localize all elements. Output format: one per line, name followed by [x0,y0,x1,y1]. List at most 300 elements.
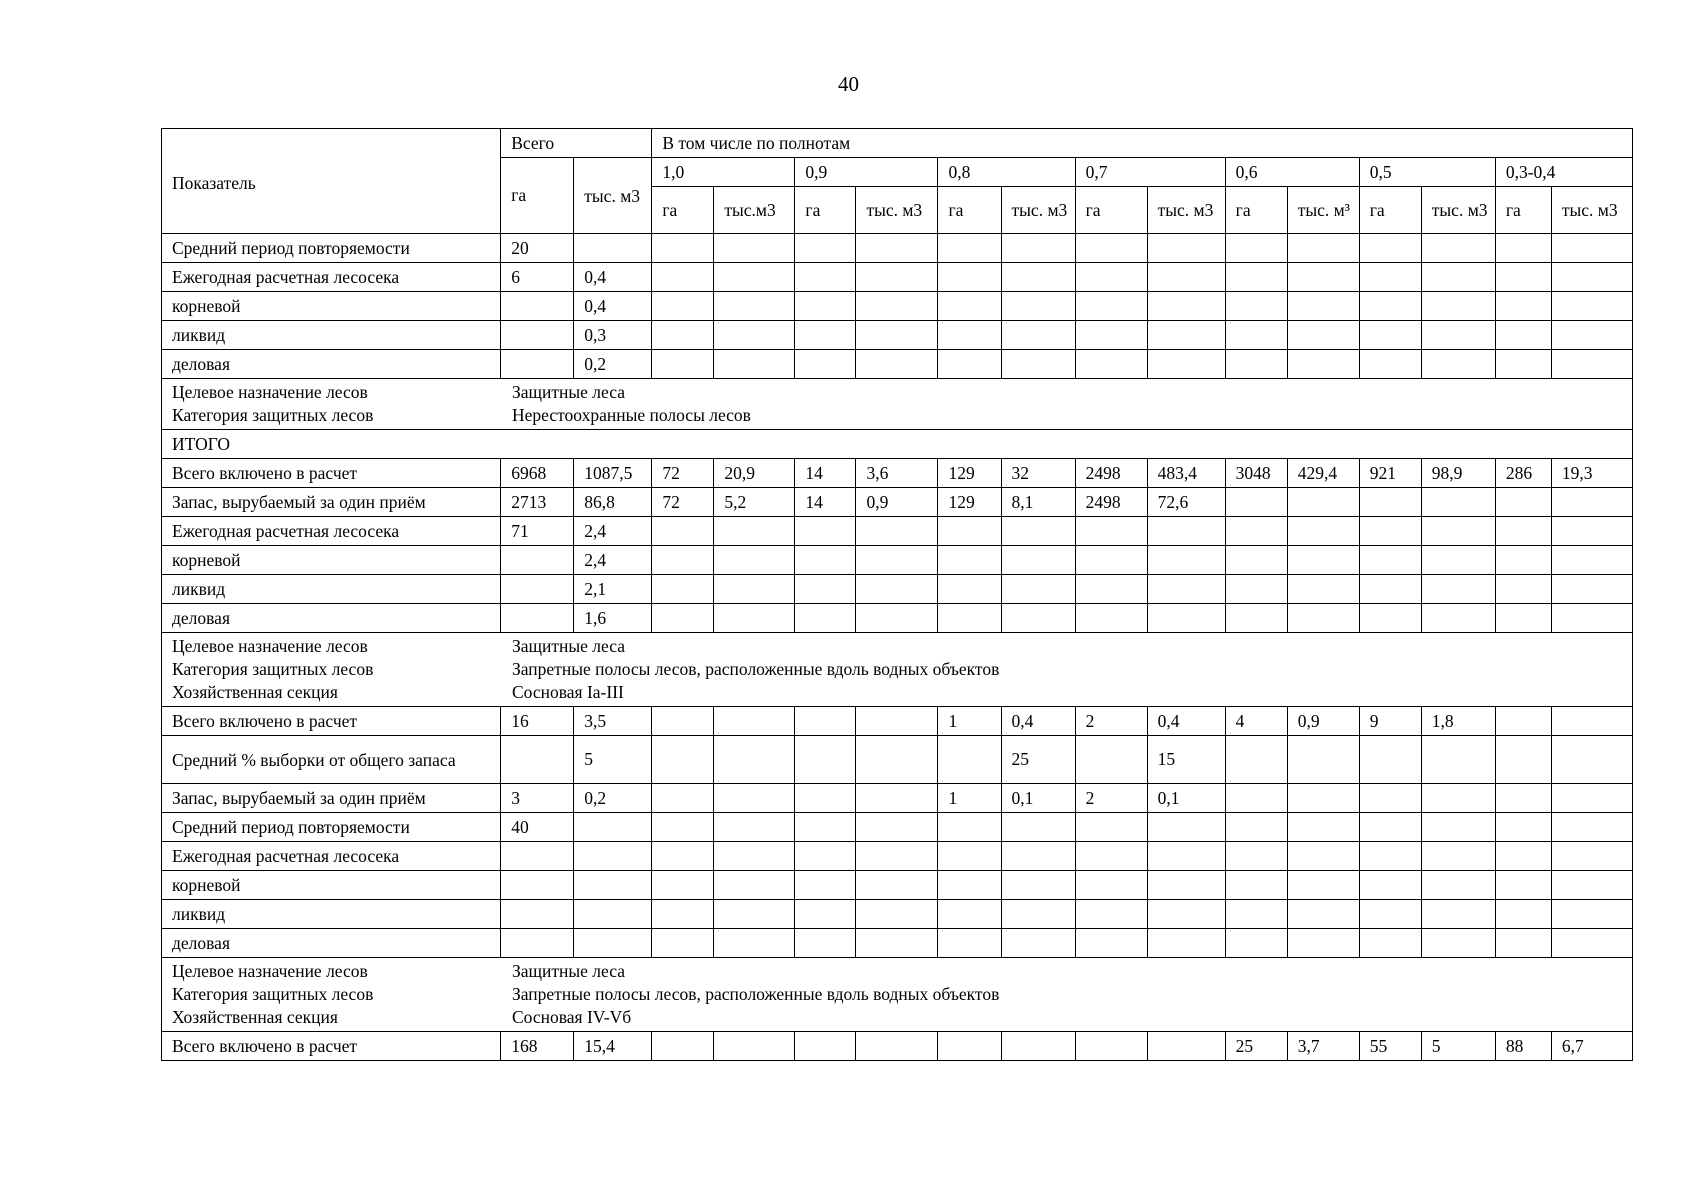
table-cell [938,604,1001,633]
table-row [162,633,1633,707]
table-cell [1287,842,1359,871]
table-cell [1287,929,1359,958]
table-row [162,736,1633,784]
table-cell: 14 [795,459,856,488]
table-cell [1001,263,1075,292]
table-cell [1359,546,1421,575]
table-cell [1225,488,1287,517]
table-cell [1075,900,1147,929]
table-cell [856,263,938,292]
table-cell [1075,350,1147,379]
table-cell [1075,604,1147,633]
table-cell [714,707,795,736]
header-density: 0,3-0,4 [1495,158,1632,187]
table-cell: 9 [1359,707,1421,736]
section-field-label: Категория защитных лесов [172,405,374,425]
section-field-value: Защитные леса [512,961,625,981]
table-cell [652,575,714,604]
table-cell [501,929,574,958]
table-cell [714,263,795,292]
header-thous-m3: тыс. м3 [856,187,938,234]
table-cell [714,292,795,321]
table-cell [1147,517,1225,546]
table-cell [1551,350,1632,379]
table-cell [1551,546,1632,575]
table-cell [501,575,574,604]
row-label: Ежегодная расчетная лесосека [162,263,501,292]
header-density: 0,9 [795,158,938,187]
table-row [162,459,1633,488]
table-cell [1359,842,1421,871]
table-cell [1421,575,1495,604]
table-cell: 2,4 [574,546,652,575]
table-cell: 20 [501,234,574,263]
table-cell [1421,813,1495,842]
table-cell [1001,517,1075,546]
table-cell: 0,4 [574,292,652,321]
table-cell [1287,813,1359,842]
table-row [162,604,1633,633]
table-cell [1421,871,1495,900]
table-row [162,575,1633,604]
table-cell [795,871,856,900]
table-cell [1359,813,1421,842]
table-cell [1495,234,1551,263]
table-cell: 20,9 [714,459,795,488]
table-cell [1225,234,1287,263]
table-cell [1421,736,1495,784]
table-cell [1075,575,1147,604]
table-cell [856,736,938,784]
section-field-label: Хозяйственная секция [172,1007,338,1027]
table-cell [1147,900,1225,929]
table-cell [1225,736,1287,784]
header-total: Всего [501,129,652,158]
table-cell [1075,1032,1147,1061]
table-cell [652,292,714,321]
table-row [162,900,1633,929]
table-cell: 286 [1495,459,1551,488]
table-cell: 3,6 [856,459,938,488]
table-cell: 3 [501,784,574,813]
table-cell [1421,350,1495,379]
table-cell: 2,4 [574,517,652,546]
table-cell [1495,350,1551,379]
table-cell [714,575,795,604]
section-header [162,633,1633,707]
section-field-label: Целевое назначение лесов [172,961,368,981]
table-cell [652,736,714,784]
table-cell: 0,9 [1287,707,1359,736]
table-cell [1421,546,1495,575]
table-cell [1075,517,1147,546]
table-header [162,129,1633,234]
table-cell [1287,350,1359,379]
table-cell: 16 [501,707,574,736]
table-cell [574,871,652,900]
table-cell: 129 [938,488,1001,517]
table-cell: 0,4 [574,263,652,292]
table-cell: 2 [1075,784,1147,813]
table-cell [1001,234,1075,263]
table-row [162,929,1633,958]
table-cell [1551,575,1632,604]
table-cell [795,575,856,604]
row-label: деловая [162,929,501,958]
table-cell: 3,7 [1287,1032,1359,1061]
table-cell [856,517,938,546]
table-cell [1147,546,1225,575]
table-cell [1551,929,1632,958]
table-cell [574,813,652,842]
table-cell [1551,871,1632,900]
header-ha: га [652,187,714,234]
section-field-label: Категория защитных лесов [172,984,374,1004]
table-cell: 88 [1495,1032,1551,1061]
table-cell: 0,2 [574,784,652,813]
table-cell [501,350,574,379]
table-cell [856,900,938,929]
table-cell [1551,234,1632,263]
table-cell [938,900,1001,929]
table-cell [501,871,574,900]
table-cell [501,546,574,575]
row-label: деловая [162,350,501,379]
table-cell: 14 [795,488,856,517]
table-cell [1075,871,1147,900]
table-cell [1225,517,1287,546]
table-row [162,430,1633,459]
table-cell [1551,292,1632,321]
table-cell [938,350,1001,379]
table-cell [856,350,938,379]
table-cell [795,900,856,929]
table-cell: 1,8 [1421,707,1495,736]
table-cell [856,871,938,900]
table-cell [1421,929,1495,958]
table-cell [1359,350,1421,379]
table-cell [1495,813,1551,842]
table-cell [1287,263,1359,292]
table-cell [1359,263,1421,292]
table-cell [1551,900,1632,929]
table-cell [1287,871,1359,900]
table-row [162,813,1633,842]
table-cell [652,263,714,292]
table-cell [1147,604,1225,633]
table-cell [1359,900,1421,929]
table-cell [1551,604,1632,633]
table-cell: 0,2 [574,350,652,379]
table-cell [714,842,795,871]
table-cell [1359,736,1421,784]
table-cell [795,292,856,321]
table-cell: 55 [1359,1032,1421,1061]
table-cell [856,321,938,350]
table-cell [714,234,795,263]
section-field-value: Сосновая Ia-III [512,682,624,702]
row-label: Запас, вырубаемый за один приём [162,784,501,813]
table-cell [1225,321,1287,350]
page-number: 40 [838,72,859,96]
row-label: корневой [162,871,501,900]
table-cell [856,842,938,871]
table-cell [795,321,856,350]
table-cell [1075,234,1147,263]
table-cell [1421,842,1495,871]
table-cell [1147,350,1225,379]
table-cell: 3048 [1225,459,1287,488]
table-row [162,546,1633,575]
section-field-label: Целевое назначение лесов [172,636,368,656]
table-cell [1225,292,1287,321]
table-cell [1421,517,1495,546]
table-cell: 168 [501,1032,574,1061]
table-cell [1075,263,1147,292]
section-field-value: Запретные полосы лесов, расположенные вдоль водных объектов [512,659,1000,679]
table-row [162,379,1633,430]
table-cell [501,321,574,350]
table-cell [1287,321,1359,350]
header-density: 0,6 [1225,158,1359,187]
table-cell [795,736,856,784]
table-cell: 25 [1225,1032,1287,1061]
table-cell [1287,736,1359,784]
table-cell [1147,842,1225,871]
table-cell [856,929,938,958]
table-cell [938,871,1001,900]
table-cell [1495,292,1551,321]
table-cell [1001,929,1075,958]
row-label: Средний % выборки от общего запаса [162,736,501,784]
table-cell [1359,517,1421,546]
table-cell [1359,575,1421,604]
table-cell [1421,900,1495,929]
table-cell [1147,234,1225,263]
header-thous-m3: тыс. м3 [1551,187,1632,234]
row-label: ликвид [162,321,501,350]
table-row [162,707,1633,736]
table-cell: 19,3 [1551,459,1632,488]
section-field-label: Целевое назначение лесов [172,382,368,402]
table-cell [714,900,795,929]
table-cell [714,813,795,842]
table-cell [1551,488,1632,517]
table-row [162,871,1633,900]
row-label: Средний период повторяемости [162,234,501,263]
section-title: ИТОГО [162,430,1633,459]
table-cell [652,517,714,546]
table-cell [938,813,1001,842]
table-cell [856,1032,938,1061]
row-label: корневой [162,546,501,575]
table-cell: 6968 [501,459,574,488]
table-cell [1551,842,1632,871]
table-cell: 0,1 [1001,784,1075,813]
table-cell [1147,321,1225,350]
table-cell: 0,4 [1147,707,1225,736]
table-row [162,321,1633,350]
table-cell [652,813,714,842]
table-cell [1495,842,1551,871]
header-ha: га [938,187,1001,234]
table-cell [1421,234,1495,263]
section-header [162,958,1633,1032]
table-cell [1001,871,1075,900]
header-total-ha: га [501,158,574,234]
table-cell [1287,900,1359,929]
table-cell [1359,929,1421,958]
table-cell: 25 [1001,736,1075,784]
table-cell [1359,321,1421,350]
table-cell: 32 [1001,459,1075,488]
table-cell: 40 [501,813,574,842]
table-cell [1359,292,1421,321]
table-cell [1287,292,1359,321]
table-cell [856,707,938,736]
table-cell: 5 [574,736,652,784]
table-cell [795,234,856,263]
table-cell: 4 [1225,707,1287,736]
table-cell [1147,575,1225,604]
header-ha: га [1495,187,1551,234]
header-indicator: Показатель [162,129,501,234]
table-cell [1495,736,1551,784]
section-field-value: Сосновая IV-Vб [512,1007,632,1027]
table-cell [1001,575,1075,604]
table-cell [1551,707,1632,736]
table-cell [1551,321,1632,350]
table-cell: 1,6 [574,604,652,633]
table-row [162,488,1633,517]
table-cell [574,900,652,929]
table-cell [1075,546,1147,575]
table-cell [1225,350,1287,379]
table-cell [652,900,714,929]
table-cell [1495,604,1551,633]
table-cell [574,929,652,958]
table-row [162,263,1633,292]
table-cell [714,736,795,784]
table-cell: 71 [501,517,574,546]
table-cell [1075,813,1147,842]
table-cell [1551,813,1632,842]
table-cell [652,707,714,736]
table-cell [1495,707,1551,736]
row-label: корневой [162,292,501,321]
header-density: 1,0 [652,158,795,187]
table-cell [1001,842,1075,871]
table-cell [652,784,714,813]
section-field-label: Категория защитных лесов [172,659,374,679]
table-cell [938,736,1001,784]
table-cell [1495,900,1551,929]
table-cell [714,784,795,813]
table-cell: 0,4 [1001,707,1075,736]
header-thous-m3: тыс. м3 [1147,187,1225,234]
table-cell [714,871,795,900]
table-cell [1075,321,1147,350]
table-cell [1551,517,1632,546]
row-label: Всего включено в расчет [162,459,501,488]
table-cell [1001,813,1075,842]
table-cell [1495,929,1551,958]
table-cell [938,292,1001,321]
table-cell: 2 [1075,707,1147,736]
table-cell [795,813,856,842]
table-row [162,784,1633,813]
table-row [162,517,1633,546]
header-ha: га [1359,187,1421,234]
table-cell: 921 [1359,459,1421,488]
table-cell [1147,263,1225,292]
table-cell [856,234,938,263]
table-cell [795,929,856,958]
section-header-grid [172,960,1632,1029]
header-thous-m3: тыс.м3 [714,187,795,234]
header-ha: га [795,187,856,234]
table-cell [1551,263,1632,292]
table-cell [1147,292,1225,321]
table-cell [856,604,938,633]
table-cell [1001,321,1075,350]
table-body [162,234,1633,1061]
table-cell: 0,3 [574,321,652,350]
table-cell [1001,546,1075,575]
row-label: Ежегодная расчетная лесосека [162,517,501,546]
table-cell [795,1032,856,1061]
table-cell [1287,488,1359,517]
table-cell [938,263,1001,292]
table-cell [1225,604,1287,633]
table-cell [1495,321,1551,350]
table-cell [938,321,1001,350]
table-cell [652,546,714,575]
table-cell [1225,929,1287,958]
table-cell [1001,900,1075,929]
table-cell: 6 [501,263,574,292]
table-cell [856,546,938,575]
table-cell [795,350,856,379]
section-header-grid [172,635,1632,704]
table-cell [1495,263,1551,292]
header-density: 0,7 [1075,158,1225,187]
table-cell [574,234,652,263]
section-header-grid [172,381,1632,427]
table-cell [501,292,574,321]
table-cell [1421,292,1495,321]
table-cell [501,604,574,633]
table-cell [1147,1032,1225,1061]
table-cell [1225,871,1287,900]
row-label: ликвид [162,900,501,929]
table-cell [1225,813,1287,842]
table-cell [1495,871,1551,900]
table-cell: 72 [652,459,714,488]
header-density: 0,8 [938,158,1075,187]
table-cell [856,575,938,604]
table-cell [1359,488,1421,517]
table-cell [1147,929,1225,958]
table-cell [795,707,856,736]
table-cell [501,900,574,929]
table-cell: 6,7 [1551,1032,1632,1061]
table-cell: 98,9 [1421,459,1495,488]
table-cell [1421,321,1495,350]
table-cell: 129 [938,459,1001,488]
table-cell [1359,234,1421,263]
table-row [162,842,1633,871]
